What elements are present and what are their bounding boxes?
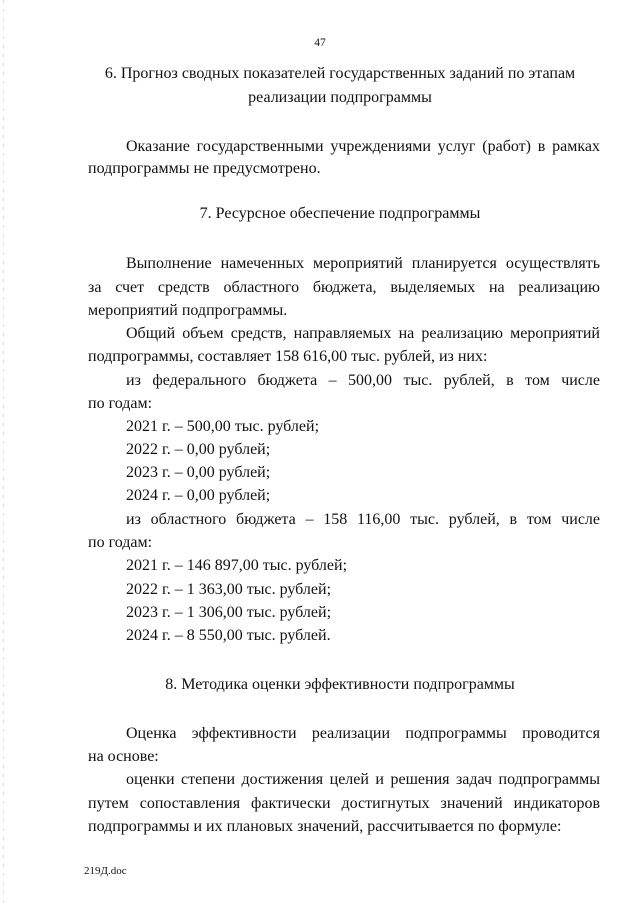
regional-year-2021: 2021 г. – 146 897,00 тыс. рублей; [126, 557, 348, 574]
section7-p1-line1: Выполнение намеченных мероприятий планируется осуществлять [126, 255, 600, 272]
section6-paragraph-line1: Оказание государственными учреждениями услуг (работ) в рамках [126, 138, 600, 155]
federal-budget-line2: по годам: [88, 395, 153, 412]
section6-title-line1: 6. Прогноз сводных показателей государственных заданий по этапам [104, 65, 576, 82]
page-number: 47 [314, 37, 326, 49]
section7-p2-line2: подпрограммы, составляет 158 616,00 тыс. рублей, из них: [88, 348, 488, 365]
section6-paragraph-line2: подпрограммы не предусмотрено. [88, 160, 321, 177]
regional-year-2024: 2024 г. – 8 550,00 тыс. рублей. [126, 627, 331, 644]
scan-edge-line [3, 0, 4, 905]
section7-title: 7. Ресурсное обеспечение подпрограммы [199, 205, 481, 222]
section8-p2-line1: оценки степени достижения целей и решения задач подпрограммы [126, 771, 600, 788]
section8-p2-line2: путем сопоставления фактически достигнутых значений индикаторов [88, 795, 600, 812]
section7-p1-line3: мероприятий подпрограммы. [88, 302, 288, 319]
federal-year-2022: 2022 г. – 0,00 рублей; [126, 441, 271, 458]
section6-title-line2: реализации подпрограммы [248, 89, 432, 106]
footer-filename: 219Д.doc [84, 865, 127, 877]
section8-title: 8. Методика оценки эффективности подпрограммы [165, 676, 515, 693]
regional-budget-line2: по годам: [88, 534, 153, 551]
federal-budget-line1: из федерального бюджета – 500,00 тыс. рублей, в том числе [126, 372, 600, 389]
section8-p2-line3: подпрограммы и их плановых значений, рассчитывается по формуле: [88, 818, 562, 835]
section7-p2-line1: Общий объем средств, направляемых на реализацию мероприятий [126, 325, 600, 342]
federal-year-2021: 2021 г. – 500,00 тыс. рублей; [126, 418, 320, 435]
federal-year-2023: 2023 г. – 0,00 рублей; [126, 464, 271, 481]
regional-year-2023: 2023 г. – 1 306,00 тыс. рублей; [126, 604, 332, 621]
section7-p1-line2: за счет средств областного бюджета, выделяемых на реализацию [88, 279, 600, 296]
federal-year-2024: 2024 г. – 0,00 рублей; [126, 487, 271, 504]
regional-budget-line1: из областного бюджета – 158 116,00 тыс. рублей, в том числе [126, 511, 600, 528]
regional-year-2022: 2022 г. – 1 363,00 тыс. рублей; [126, 581, 332, 598]
section8-p1-line1: Оценка эффективности реализации подпрограммы проводится [126, 725, 600, 742]
section8-p1-line2: на основе: [88, 748, 159, 765]
